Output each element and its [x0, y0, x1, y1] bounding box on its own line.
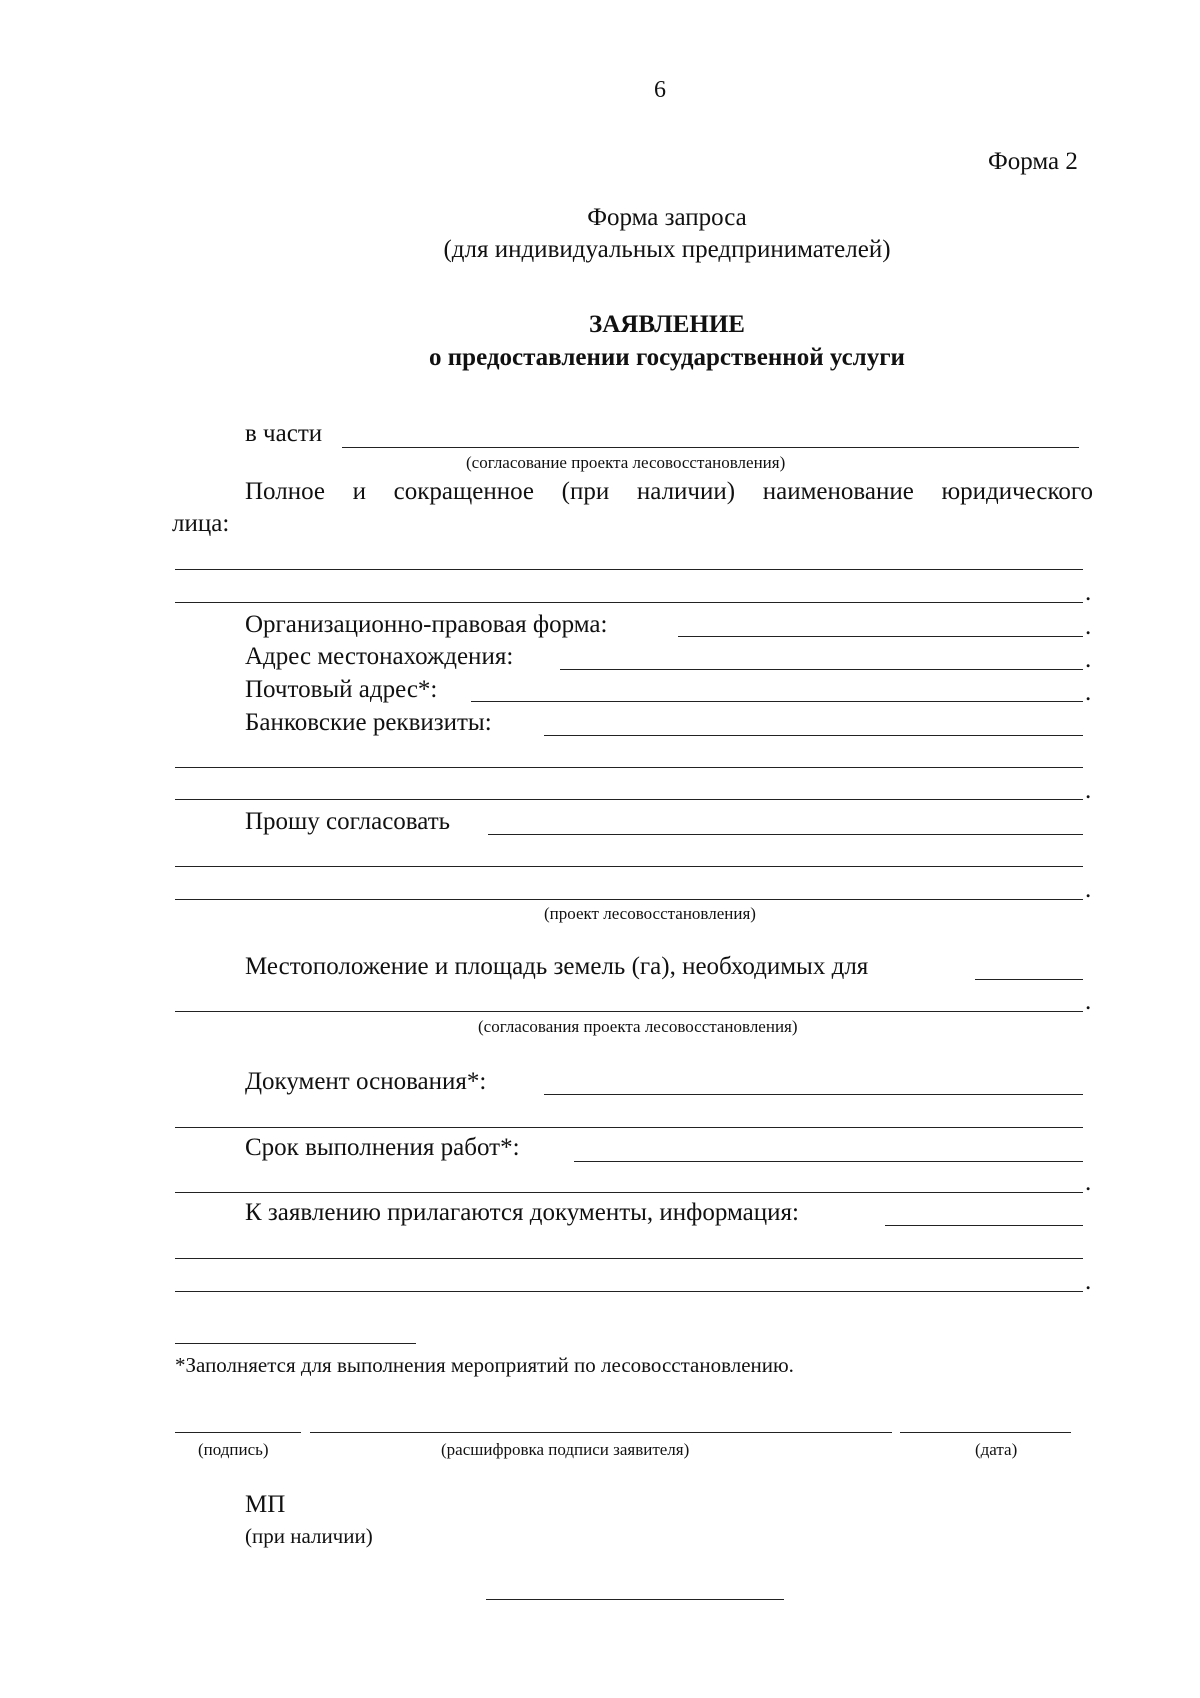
approve-hint: (проект лесовосстановления) — [544, 904, 756, 923]
footnote-separator — [175, 1343, 416, 1344]
bank-line-2[interactable] — [175, 767, 1083, 768]
name-decode-line[interactable] — [310, 1432, 892, 1433]
attachments-line-2[interactable] — [175, 1258, 1083, 1259]
stamp-label: МП — [245, 1491, 286, 1518]
name-label-line1: Полное и сокращенное (при наличии) наименование юридического — [245, 478, 1093, 505]
period: . — [1085, 876, 1092, 903]
period: . — [1085, 579, 1092, 606]
page-number: 6 — [654, 77, 666, 103]
period: . — [1085, 988, 1092, 1015]
deadline-line-2[interactable] — [175, 1192, 1083, 1193]
bottom-separator — [486, 1599, 784, 1600]
approve-line[interactable] — [488, 834, 1083, 835]
period: . — [1085, 646, 1092, 673]
location-hint: (согласования проекта лесовосстановления) — [478, 1017, 798, 1036]
signature-line[interactable] — [175, 1432, 301, 1433]
bank-label: Банковские реквизиты: — [245, 709, 492, 736]
location-line-2[interactable] — [175, 1011, 1083, 1012]
form-title: Форма запроса — [587, 204, 747, 231]
form-subtitle: (для индивидуальных предпринимателей) — [443, 236, 891, 263]
stamp-hint: (при наличии) — [245, 1524, 373, 1548]
postal-label: Почтовый адрес*: — [245, 676, 438, 703]
attachments-label: К заявлению прилагаются документы, информация: — [245, 1199, 799, 1226]
date-line[interactable] — [900, 1432, 1071, 1433]
location-line[interactable] — [975, 979, 1083, 980]
period: . — [1085, 679, 1092, 706]
attachments-line-3[interactable] — [175, 1291, 1083, 1292]
postal-line[interactable] — [471, 701, 1083, 702]
address-line[interactable] — [560, 669, 1083, 670]
v-chasti-hint: (согласование проекта лесовосстановления) — [466, 453, 786, 472]
deadline-label: Срок выполнения работ*: — [245, 1134, 520, 1161]
name-line-2[interactable] — [175, 602, 1083, 603]
name-label-line2: лица: — [172, 510, 230, 537]
name-line-1[interactable] — [175, 569, 1083, 570]
v-chasti-line[interactable] — [342, 447, 1079, 448]
period: . — [1085, 613, 1092, 640]
approve-label: Прошу согласовать — [245, 808, 451, 835]
approve-line-2[interactable] — [175, 866, 1083, 867]
deadline-line[interactable] — [574, 1161, 1083, 1162]
basis-doc-line[interactable] — [544, 1094, 1083, 1095]
date-hint: (дата) — [975, 1440, 1018, 1459]
form-label: Форма 2 — [988, 148, 1078, 175]
signature-hint: (подпись) — [198, 1440, 269, 1459]
location-label: Местоположение и площадь земель (га), необходимых для — [245, 953, 869, 980]
footnote: *Заполняется для выполнения мероприятий по лесовосстановлению. — [175, 1353, 794, 1377]
org-form-label: Организационно-правовая форма: — [245, 611, 608, 638]
address-label: Адрес местонахождения: — [245, 643, 514, 670]
basis-doc-line-2[interactable] — [175, 1127, 1083, 1128]
basis-doc-label: Документ основания*: — [245, 1068, 487, 1095]
approve-line-3[interactable] — [175, 899, 1083, 900]
v-chasti-label: в части — [245, 420, 323, 447]
period: . — [1085, 777, 1092, 804]
period: . — [1085, 1268, 1092, 1295]
bank-line[interactable] — [544, 735, 1083, 736]
org-form-line[interactable] — [678, 636, 1083, 637]
document-heading: ЗАЯВЛЕНИЕ — [589, 311, 745, 338]
document-subheading: о предоставлении государственной услуги — [429, 344, 905, 371]
name-decode-hint: (расшифровка подписи заявителя) — [441, 1440, 690, 1459]
bank-line-3[interactable] — [175, 799, 1083, 800]
attachments-line[interactable] — [885, 1225, 1083, 1226]
period: . — [1085, 1169, 1092, 1196]
